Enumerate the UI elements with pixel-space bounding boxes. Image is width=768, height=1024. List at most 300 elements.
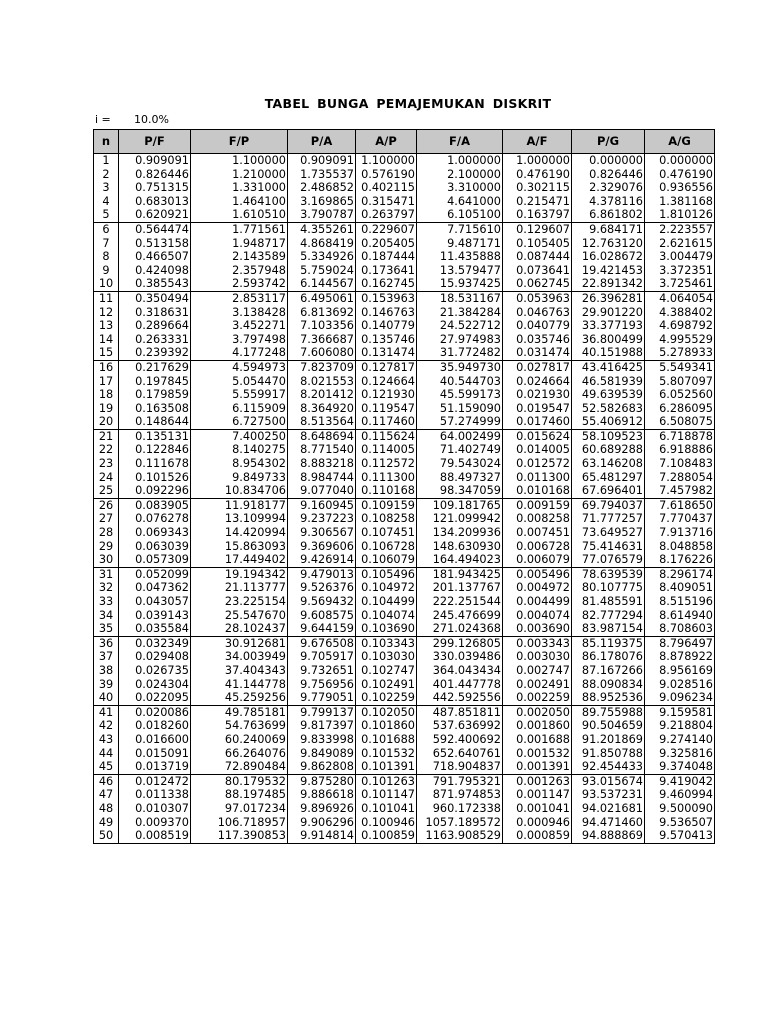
cell-a-g: 3.004479	[645, 250, 715, 264]
cell-a-g: 8.614940	[645, 609, 715, 623]
cell-f-a: 79.543024	[417, 457, 503, 471]
cell-n: 1	[94, 154, 119, 168]
table-row	[94, 733, 715, 747]
cell-a-f: 0.012572	[503, 457, 572, 471]
table-body	[94, 154, 715, 844]
table-row	[94, 264, 715, 278]
cell-a-p: 0.112572	[356, 457, 417, 471]
cell-p-a: 9.732651	[288, 664, 356, 678]
cell-f-p: 5.054470	[191, 375, 288, 389]
cell-f-a: 537.636992	[417, 719, 503, 733]
cell-p-f: 0.013719	[119, 760, 191, 774]
table-row	[94, 595, 715, 609]
table-row	[94, 291, 715, 305]
cell-a-g: 5.549341	[645, 360, 715, 374]
cell-a-f: 0.003343	[503, 636, 572, 650]
cell-a-p: 1.100000	[356, 154, 417, 168]
cell-a-g: 8.796497	[645, 636, 715, 650]
cell-p-f: 0.022095	[119, 691, 191, 705]
cell-a-p: 0.205405	[356, 237, 417, 251]
cell-p-g: 19.421453	[572, 264, 645, 278]
cell-p-a: 3.169865	[288, 195, 356, 209]
cell-f-p: 2.143589	[191, 250, 288, 264]
cell-p-g: 94.021681	[572, 802, 645, 816]
cell-a-g: 1.381168	[645, 195, 715, 209]
table-row	[94, 622, 715, 636]
cell-p-f: 0.043057	[119, 595, 191, 609]
cell-a-g: 7.770437	[645, 512, 715, 526]
cell-f-a: 7.715610	[417, 222, 503, 236]
table-row	[94, 346, 715, 360]
cell-a-g: 0.936556	[645, 181, 715, 195]
cell-a-p: 0.101391	[356, 760, 417, 774]
header-p-f: P/F	[119, 130, 191, 154]
cell-p-f: 0.289664	[119, 319, 191, 333]
table-row	[94, 388, 715, 402]
cell-p-g: 77.076579	[572, 553, 645, 567]
cell-p-f: 0.018260	[119, 719, 191, 733]
cell-p-g: 55.406912	[572, 415, 645, 429]
table-row	[94, 471, 715, 485]
cell-f-p: 2.853117	[191, 291, 288, 305]
cell-f-a: 134.209936	[417, 526, 503, 540]
header-p-g: P/G	[572, 130, 645, 154]
cell-a-f: 0.005496	[503, 567, 572, 581]
cell-a-g: 8.409051	[645, 581, 715, 595]
cell-a-p: 0.101688	[356, 733, 417, 747]
cell-f-a: 51.159090	[417, 402, 503, 416]
cell-p-a: 9.779051	[288, 691, 356, 705]
cell-p-f: 0.751315	[119, 181, 191, 195]
cell-p-a: 5.759024	[288, 264, 356, 278]
cell-f-a: 109.181765	[417, 498, 503, 512]
cell-p-g: 93.537231	[572, 788, 645, 802]
cell-p-g: 81.485591	[572, 595, 645, 609]
cell-p-g: 29.901220	[572, 306, 645, 320]
cell-f-a: 3.310000	[417, 181, 503, 195]
cell-a-f: 0.087444	[503, 250, 572, 264]
cell-n: 26	[94, 498, 119, 512]
cell-p-a: 6.144567	[288, 277, 356, 291]
table-row	[94, 222, 715, 236]
cell-p-g: 12.763120	[572, 237, 645, 251]
cell-a-g: 9.374048	[645, 760, 715, 774]
cell-p-g: 71.777257	[572, 512, 645, 526]
table-row	[94, 774, 715, 788]
header-f-p: F/P	[191, 130, 288, 154]
cell-p-g: 78.639539	[572, 567, 645, 581]
table-row	[94, 512, 715, 526]
cell-f-p: 1.948717	[191, 237, 288, 251]
cell-a-f: 0.019547	[503, 402, 572, 416]
cell-a-p: 0.229607	[356, 222, 417, 236]
table-row	[94, 829, 715, 843]
cell-a-g: 9.028516	[645, 678, 715, 692]
cell-a-f: 0.163797	[503, 208, 572, 222]
cell-a-f: 0.010168	[503, 484, 572, 498]
table-row	[94, 484, 715, 498]
cell-a-f: 0.003030	[503, 650, 572, 664]
cell-a-p: 0.101263	[356, 774, 417, 788]
cell-p-a: 4.868419	[288, 237, 356, 251]
table-row	[94, 691, 715, 705]
cell-p-a: 9.608575	[288, 609, 356, 623]
cell-p-f: 0.135131	[119, 429, 191, 443]
cell-a-f: 0.105405	[503, 237, 572, 251]
table-row	[94, 719, 715, 733]
cell-p-a: 9.862808	[288, 760, 356, 774]
cell-a-p: 0.127817	[356, 360, 417, 374]
cell-a-f: 0.001688	[503, 733, 572, 747]
cell-f-p: 80.179532	[191, 774, 288, 788]
cell-p-g: 67.696401	[572, 484, 645, 498]
cell-p-f: 0.318631	[119, 306, 191, 320]
cell-n: 36	[94, 636, 119, 650]
table-row	[94, 816, 715, 830]
cell-f-p: 1.210000	[191, 168, 288, 182]
cell-a-g: 9.570413	[645, 829, 715, 843]
cell-n: 14	[94, 333, 119, 347]
cell-f-a: 1163.908529	[417, 829, 503, 843]
cell-a-f: 0.031474	[503, 346, 572, 360]
cell-p-a: 8.021553	[288, 375, 356, 389]
cell-n: 38	[94, 664, 119, 678]
cell-f-a: 1.000000	[417, 154, 503, 168]
cell-a-p: 0.103030	[356, 650, 417, 664]
cell-p-f: 0.513158	[119, 237, 191, 251]
cell-n: 32	[94, 581, 119, 595]
cell-a-f: 0.215471	[503, 195, 572, 209]
cell-p-g: 91.850788	[572, 747, 645, 761]
cell-a-f: 0.000859	[503, 829, 572, 843]
cell-a-p: 0.135746	[356, 333, 417, 347]
cell-p-a: 9.886618	[288, 788, 356, 802]
cell-f-p: 21.113777	[191, 581, 288, 595]
cell-f-p: 10.834706	[191, 484, 288, 498]
cell-a-p: 0.104499	[356, 595, 417, 609]
cell-a-p: 0.104972	[356, 581, 417, 595]
cell-a-g: 7.288054	[645, 471, 715, 485]
cell-f-a: 652.640761	[417, 747, 503, 761]
cell-p-f: 0.466507	[119, 250, 191, 264]
cell-p-a: 8.883218	[288, 457, 356, 471]
cell-f-p: 23.225154	[191, 595, 288, 609]
cell-f-a: 15.937425	[417, 277, 503, 291]
table-row	[94, 277, 715, 291]
cell-p-f: 0.239392	[119, 346, 191, 360]
cell-f-p: 5.559917	[191, 388, 288, 402]
cell-a-p: 0.173641	[356, 264, 417, 278]
cell-p-f: 0.020086	[119, 705, 191, 719]
cell-a-f: 0.015624	[503, 429, 572, 443]
cell-n: 3	[94, 181, 119, 195]
cell-a-g: 9.096234	[645, 691, 715, 705]
cell-p-a: 9.306567	[288, 526, 356, 540]
cell-f-p: 14.420994	[191, 526, 288, 540]
cell-a-p: 0.106079	[356, 553, 417, 567]
cell-p-g: 60.689288	[572, 443, 645, 457]
cell-p-f: 0.024304	[119, 678, 191, 692]
cell-a-g: 8.708603	[645, 622, 715, 636]
cell-f-a: 71.402749	[417, 443, 503, 457]
cell-p-f: 0.012472	[119, 774, 191, 788]
cell-n: 35	[94, 622, 119, 636]
cell-a-f: 0.001147	[503, 788, 572, 802]
cell-a-g: 5.278933	[645, 346, 715, 360]
cell-p-a: 9.160945	[288, 498, 356, 512]
cell-a-f: 0.001532	[503, 747, 572, 761]
cell-a-p: 0.263797	[356, 208, 417, 222]
table-row	[94, 609, 715, 623]
cell-a-g: 3.725461	[645, 277, 715, 291]
cell-p-a: 8.513564	[288, 415, 356, 429]
cell-n: 9	[94, 264, 119, 278]
cell-n: 45	[94, 760, 119, 774]
cell-f-a: 222.251544	[417, 595, 503, 609]
cell-a-g: 8.878922	[645, 650, 715, 664]
cell-n: 6	[94, 222, 119, 236]
cell-p-f: 0.101526	[119, 471, 191, 485]
cell-p-f: 0.083905	[119, 498, 191, 512]
cell-p-a: 9.526376	[288, 581, 356, 595]
cell-f-a: 442.592556	[417, 691, 503, 705]
table-row	[94, 360, 715, 374]
cell-p-a: 5.334926	[288, 250, 356, 264]
cell-f-p: 66.264076	[191, 747, 288, 761]
cell-p-f: 0.016600	[119, 733, 191, 747]
cell-p-f: 0.564474	[119, 222, 191, 236]
cell-a-f: 0.129607	[503, 222, 572, 236]
cell-a-f: 0.001263	[503, 774, 572, 788]
table-row	[94, 650, 715, 664]
cell-n: 5	[94, 208, 119, 222]
table-title: TABEL BUNGA PEMAJEMUKAN DISKRIT	[264, 96, 552, 111]
cell-a-f: 0.040779	[503, 319, 572, 333]
cell-p-a: 9.569432	[288, 595, 356, 609]
cell-p-a: 3.790787	[288, 208, 356, 222]
cell-f-p: 1.331000	[191, 181, 288, 195]
cell-a-g: 6.918886	[645, 443, 715, 457]
cell-f-a: 27.974983	[417, 333, 503, 347]
cell-f-p: 8.140275	[191, 443, 288, 457]
cell-a-g: 4.388402	[645, 306, 715, 320]
cell-a-p: 0.103690	[356, 622, 417, 636]
cell-p-a: 9.077040	[288, 484, 356, 498]
cell-a-f: 0.062745	[503, 277, 572, 291]
cell-f-a: 871.974853	[417, 788, 503, 802]
cell-n: 23	[94, 457, 119, 471]
cell-f-a: 88.497327	[417, 471, 503, 485]
cell-p-a: 6.813692	[288, 306, 356, 320]
cell-f-a: 791.795321	[417, 774, 503, 788]
cell-a-f: 0.002050	[503, 705, 572, 719]
cell-p-a: 4.355261	[288, 222, 356, 236]
cell-f-a: 487.851811	[417, 705, 503, 719]
cell-a-f: 0.024664	[503, 375, 572, 389]
cell-p-f: 0.385543	[119, 277, 191, 291]
cell-p-f: 0.076278	[119, 512, 191, 526]
cell-f-p: 1.610510	[191, 208, 288, 222]
cell-p-g: 6.861802	[572, 208, 645, 222]
cell-f-p: 97.017234	[191, 802, 288, 816]
cell-a-f: 0.014005	[503, 443, 572, 457]
table-row	[94, 788, 715, 802]
cell-a-g: 3.372351	[645, 264, 715, 278]
cell-n: 15	[94, 346, 119, 360]
table-row	[94, 553, 715, 567]
cell-a-p: 0.103343	[356, 636, 417, 650]
cell-p-g: 26.396281	[572, 291, 645, 305]
cell-p-a: 7.823709	[288, 360, 356, 374]
cell-a-p: 0.102491	[356, 678, 417, 692]
cell-p-f: 0.350494	[119, 291, 191, 305]
cell-n: 49	[94, 816, 119, 830]
table-row	[94, 498, 715, 512]
cell-p-g: 75.414631	[572, 540, 645, 554]
cell-p-a: 9.479013	[288, 567, 356, 581]
cell-p-g: 87.167266	[572, 664, 645, 678]
cell-p-g: 43.416425	[572, 360, 645, 374]
table-row	[94, 402, 715, 416]
interest-rate-label: i =	[95, 113, 111, 126]
cell-f-p: 60.240069	[191, 733, 288, 747]
cell-p-a: 9.906296	[288, 816, 356, 830]
cell-a-p: 0.101147	[356, 788, 417, 802]
table-row	[94, 415, 715, 429]
cell-f-p: 49.785181	[191, 705, 288, 719]
cell-f-p: 15.863093	[191, 540, 288, 554]
cell-a-g: 8.176226	[645, 553, 715, 567]
cell-p-a: 6.495061	[288, 291, 356, 305]
table-row	[94, 540, 715, 554]
cell-a-f: 0.004499	[503, 595, 572, 609]
cell-f-p: 45.259256	[191, 691, 288, 705]
cell-a-p: 0.108258	[356, 512, 417, 526]
cell-p-g: 4.378116	[572, 195, 645, 209]
cell-p-g: 73.649527	[572, 526, 645, 540]
cell-f-a: 201.137767	[417, 581, 503, 595]
cell-f-p: 3.138428	[191, 306, 288, 320]
cell-n: 50	[94, 829, 119, 843]
cell-f-a: 121.099942	[417, 512, 503, 526]
cell-a-p: 0.315471	[356, 195, 417, 209]
cell-f-p: 1.771561	[191, 222, 288, 236]
cell-p-g: 92.454433	[572, 760, 645, 774]
cell-a-p: 0.124664	[356, 375, 417, 389]
cell-f-a: 299.126805	[417, 636, 503, 650]
cell-f-p: 4.177248	[191, 346, 288, 360]
cell-p-g: 93.015674	[572, 774, 645, 788]
cell-a-p: 0.101041	[356, 802, 417, 816]
cell-n: 42	[94, 719, 119, 733]
cell-p-g: 33.377193	[572, 319, 645, 333]
cell-f-p: 25.547670	[191, 609, 288, 623]
cell-n: 46	[94, 774, 119, 788]
cell-a-g: 7.618650	[645, 498, 715, 512]
cell-a-p: 0.111300	[356, 471, 417, 485]
cell-a-p: 0.107451	[356, 526, 417, 540]
cell-a-p: 0.119547	[356, 402, 417, 416]
cell-f-a: 960.172338	[417, 802, 503, 816]
cell-f-p: 28.102437	[191, 622, 288, 636]
cell-p-a: 8.984744	[288, 471, 356, 485]
cell-p-a: 7.103356	[288, 319, 356, 333]
cell-a-f: 0.017460	[503, 415, 572, 429]
cell-a-f: 0.006079	[503, 553, 572, 567]
cell-a-p: 0.153963	[356, 291, 417, 305]
cell-a-f: 0.001391	[503, 760, 572, 774]
cell-a-g: 7.913716	[645, 526, 715, 540]
cell-n: 29	[94, 540, 119, 554]
cell-p-g: 89.755988	[572, 705, 645, 719]
cell-a-f: 0.011300	[503, 471, 572, 485]
cell-f-p: 3.452271	[191, 319, 288, 333]
cell-p-g: 9.684171	[572, 222, 645, 236]
cell-f-a: 40.544703	[417, 375, 503, 389]
cell-p-a: 9.849089	[288, 747, 356, 761]
cell-n: 28	[94, 526, 119, 540]
table-row	[94, 306, 715, 320]
cell-f-a: 181.943425	[417, 567, 503, 581]
cell-n: 44	[94, 747, 119, 761]
cell-p-f: 0.179859	[119, 388, 191, 402]
table-row	[94, 581, 715, 595]
cell-n: 19	[94, 402, 119, 416]
cell-n: 30	[94, 553, 119, 567]
table-row	[94, 678, 715, 692]
cell-f-p: 4.594973	[191, 360, 288, 374]
table-row	[94, 168, 715, 182]
cell-f-a: 1057.189572	[417, 816, 503, 830]
cell-p-a: 7.366687	[288, 333, 356, 347]
cell-a-p: 0.106728	[356, 540, 417, 554]
cell-p-a: 8.364920	[288, 402, 356, 416]
cell-a-f: 0.001860	[503, 719, 572, 733]
cell-f-p: 2.357948	[191, 264, 288, 278]
cell-a-g: 9.500090	[645, 802, 715, 816]
cell-p-a: 8.648694	[288, 429, 356, 443]
cell-n: 13	[94, 319, 119, 333]
cell-p-g: 91.201869	[572, 733, 645, 747]
cell-n: 27	[94, 512, 119, 526]
cell-n: 43	[94, 733, 119, 747]
cell-n: 8	[94, 250, 119, 264]
table-row	[94, 237, 715, 251]
cell-p-g: 52.582683	[572, 402, 645, 416]
cell-a-p: 0.102259	[356, 691, 417, 705]
cell-p-g: 82.777294	[572, 609, 645, 623]
table-row	[94, 181, 715, 195]
cell-p-f: 0.826446	[119, 168, 191, 182]
cell-p-f: 0.009370	[119, 816, 191, 830]
cell-a-p: 0.101532	[356, 747, 417, 761]
cell-f-p: 11.918177	[191, 498, 288, 512]
cell-a-p: 0.187444	[356, 250, 417, 264]
cell-a-p: 0.131474	[356, 346, 417, 360]
cell-p-a: 9.875280	[288, 774, 356, 788]
cell-p-f: 0.263331	[119, 333, 191, 347]
cell-a-g: 8.048858	[645, 540, 715, 554]
cell-p-a: 9.676508	[288, 636, 356, 650]
cell-f-a: 2.100000	[417, 168, 503, 182]
cell-p-f: 0.057309	[119, 553, 191, 567]
cell-a-g: 9.159581	[645, 705, 715, 719]
cell-p-f: 0.035584	[119, 622, 191, 636]
cell-p-f: 0.122846	[119, 443, 191, 457]
cell-f-a: 31.772482	[417, 346, 503, 360]
cell-a-p: 0.109159	[356, 498, 417, 512]
cell-a-g: 8.956169	[645, 664, 715, 678]
